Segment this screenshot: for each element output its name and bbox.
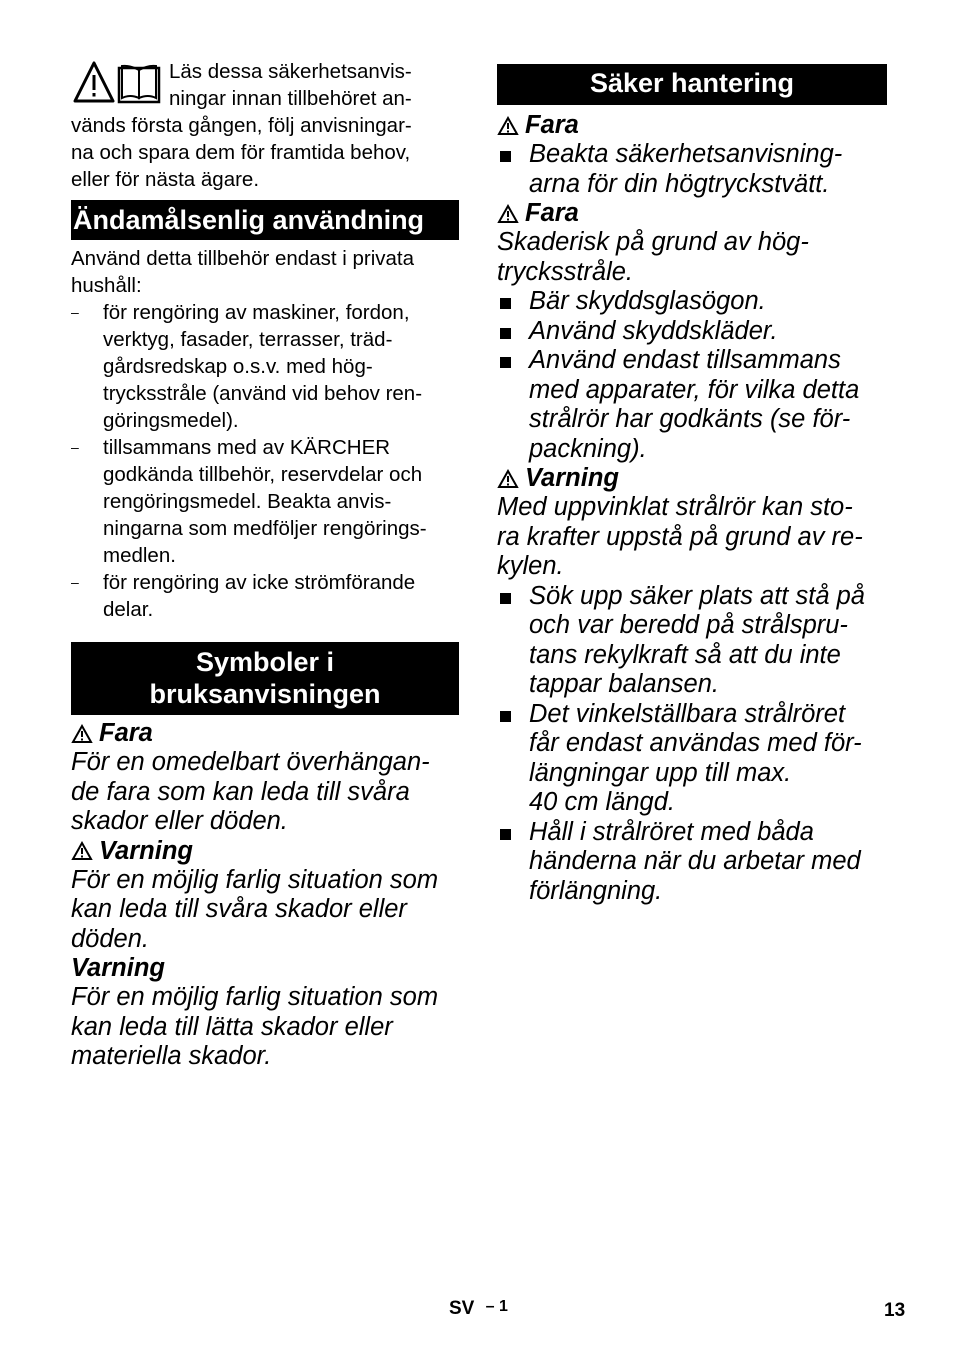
page-number: 13 <box>884 1300 906 1321</box>
intended-use-body <box>71 245 459 623</box>
list-item: – för rengöring av icke strömförande delar. <box>71 571 416 621</box>
section-heading-safe-handling: Säker hantering <box>497 64 887 105</box>
warning-triangle-icon <box>71 724 93 744</box>
signal-word-varning-plain: Varning <box>71 954 165 982</box>
intended-use-list <box>71 299 459 623</box>
list-item: Sök upp säker plats att stå på och var beredd på strålspru- tans rekylkraft så att du inte tappar balansen. <box>497 582 887 700</box>
bullet-square-icon <box>500 357 511 368</box>
footer-lang: SV <box>449 1298 475 1319</box>
section-heading-symbols: Symboler i bruksanvisningen <box>71 642 459 715</box>
fara1-list <box>497 140 887 199</box>
signal-word-fara: Fara <box>497 111 887 140</box>
fara2-list <box>497 287 887 464</box>
dash-marker: – <box>71 439 79 455</box>
dash-marker: – <box>71 304 79 320</box>
warning-triangle-icon <box>497 204 519 224</box>
list-item: Använd endast tillsammans med apparater, för vilka detta strålrör har godkänts (se för- packning). <box>497 346 887 464</box>
safe-handling-body <box>497 111 887 906</box>
lead-line-1: Använd detta tillbehör endast i privata <box>71 247 415 270</box>
bullet-square-icon <box>500 328 511 339</box>
intro-line-3: vänds första gången, följ anvisningar- <box>71 114 412 137</box>
fara2-description: Skaderisk på grund av hög- trycksstråle. <box>497 228 809 286</box>
signal-word-varning: Varning <box>71 837 459 866</box>
varning-description: För en möjlig farlig situation som kan leda till svåra skador eller döden. <box>71 865 439 953</box>
bullet-square-icon <box>500 711 511 722</box>
intro-line-5: eller för nästa ägare. <box>71 168 260 191</box>
intro-line-4: na och spara dem för framtida behov, <box>71 141 411 164</box>
list-item: Håll i strålröret med båda händerna när du arbetar med förlängning. <box>497 818 887 907</box>
signal-word-fara: Fara <box>497 199 887 228</box>
footer-separator: – <box>485 1298 495 1315</box>
list-item: Beakta säkerhetsanvisning- arna för din högtryckstvätt. <box>497 140 887 199</box>
list-item: Det vinkelställbara strålröret får endast användas med för- längningar upp till max. 40 cm längd. <box>497 700 887 818</box>
list-item: Använd skyddskläder. <box>497 317 887 347</box>
intended-use-lead <box>71 245 459 299</box>
warning-triangle-icon <box>75 63 113 101</box>
list-item: – tillsammans med av KÄRCHER godkända tillbehör, reservdelar och rengöringsmedel. Beakta anvis- ningarna som medföljer rengörings- medlen. <box>71 436 427 567</box>
intro-block <box>71 58 459 193</box>
signal-word-fara: Fara <box>71 719 459 748</box>
bullet-square-icon <box>500 829 511 840</box>
warning-triangle-icon <box>497 116 519 136</box>
left-column <box>71 58 459 1072</box>
section-heading-intended-use: Ändamålsenlig användning <box>71 200 459 240</box>
list-item: Bär skyddsglasögon. <box>497 287 887 317</box>
footer-language-code <box>449 1298 508 1320</box>
intro-icons <box>73 60 163 106</box>
lead-line-2: hushåll: <box>71 274 142 297</box>
varning-plain-description: För en möjlig farlig situation som kan leda till lätta skador eller materiella skador. <box>71 983 439 1070</box>
warning-triangle-icon <box>71 841 93 861</box>
symbols-body <box>71 719 459 1072</box>
signal-word-varning: Varning <box>497 464 887 493</box>
bullet-square-icon <box>500 593 511 604</box>
varning-list <box>497 582 887 907</box>
varning-description: Med uppvinklat strålrör kan sto- ra krafter uppstå på grund av re- kylen. <box>497 493 863 580</box>
warning-triangle-icon <box>497 469 519 489</box>
intro-line-1: Läs dessa säkerhetsanvis- <box>169 60 412 83</box>
bullet-square-icon <box>500 151 511 162</box>
right-column <box>497 64 887 906</box>
dash-marker: – <box>71 574 79 590</box>
bullet-square-icon <box>500 298 511 309</box>
manual-book-icon <box>119 66 159 102</box>
intro-line-2: ningar innan tillbehöret an- <box>169 87 412 110</box>
fara-description: För en omedelbart överhängan- de fara som kan leda till svåra skador eller döden. <box>71 748 430 835</box>
list-item: – för rengöring av maskiner, fordon, verktyg, fasader, terrasser, träd- gårdsredskap o.s.v. med hög- trycksstråle (använd vid behov ren- göringsmedel). <box>71 301 423 432</box>
footer-section-page: 1 <box>499 1298 508 1315</box>
